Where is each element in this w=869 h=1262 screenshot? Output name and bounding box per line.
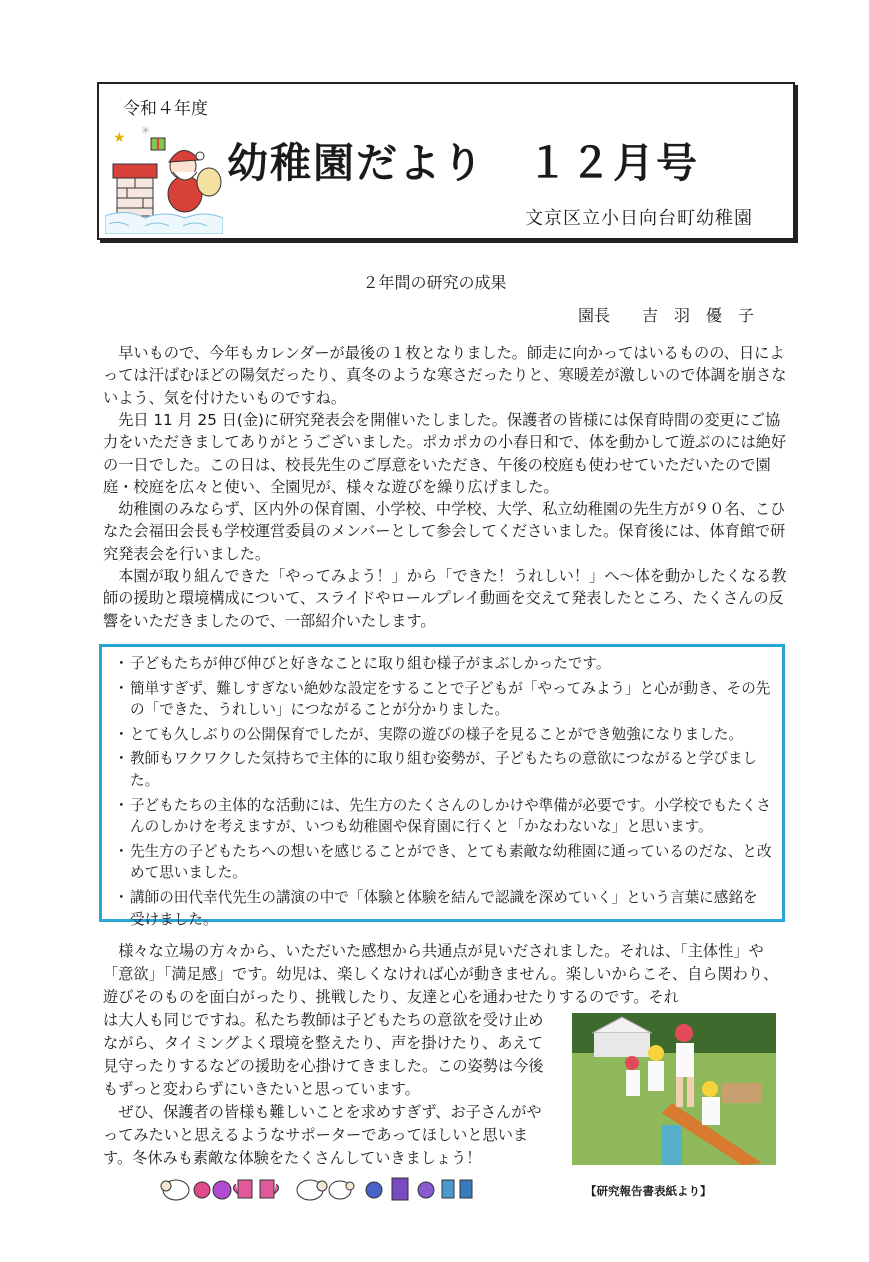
mitten-icon: [260, 1180, 279, 1198]
article-title: ２年間の研究の成果: [362, 273, 507, 292]
children-playing-photo: [572, 1013, 776, 1165]
mitten-icon: [442, 1180, 454, 1198]
photo-image: [572, 1013, 776, 1165]
title-text: 幼稚園だより: [227, 139, 485, 187]
feedback-item: ・ 講師の田代幸代先生の講演の中で「体験と体験を結んで認識を深めていく」という言葉に感銘を受けました。: [114, 887, 772, 930]
issue-label: １２月号: [527, 139, 699, 187]
yarn-ball-icon: [366, 1182, 382, 1198]
yarn-ball-icon: [213, 1181, 231, 1199]
sheep-icon: [329, 1181, 354, 1199]
sheep-icon: [297, 1180, 327, 1200]
mitten-icon: [233, 1180, 252, 1198]
feedback-item: ・ 先生方の子どもたちへの想いを感じることができ、とても素敵な幼稚園に通っているのだな、と改めて思いました。: [114, 841, 772, 884]
mitten-icon: [392, 1178, 408, 1200]
photo-caption: 【研究報告書表紙より】: [585, 1184, 712, 1198]
article-author: 園長 吉 羽 優 子: [578, 306, 755, 325]
yarn-ball-icon: [194, 1182, 210, 1198]
feedback-item: ・ とても久しぶりの公開保育でしたが、実際の遊びの様子を見ることができ勉強になりました。: [114, 724, 772, 746]
star-icon: ★: [113, 130, 126, 146]
closing-text-2: ぜひ、保護者の皆様も難しいことを求めすぎず、お子さんがやってみたいと思えるようなサポーターであってほしいと思います。冬休みも素敵な体験をたくさんしていきましょう！: [103, 1103, 542, 1167]
closing-paragraph-narrow: [103, 1009, 555, 1170]
closing-text-1: は大人も同じですね。私たち教師は子どもたちの意欲を受け止めながら、タイミングよく環境を整えたり、声を掛けたり、あえて見守ったりするなどの援助を心掛けてきました。この姿勢は今後もずっと変わらずにいきたいと思っています。: [103, 1011, 544, 1098]
feedback-item: ・ 簡単すぎず、難しすぎない絶妙な設定をすることで子どもが「やってみよう」と心が動き、その先の「できた、うれしい」につながることが分かりました。: [114, 678, 772, 721]
paragraph-visitors: 幼稚園のみならず、区内外の保育園、小学校、中学校、大学、私立幼稚園の先生方が９０名、こひなた会福田会長も学校運営委員のメンバーとして参会してくださいました。保育後には、体育館で研究発表会を行いました。: [103, 500, 786, 563]
feedback-item: ・ 子どもたちが伸び伸びと好きなことに取り組む様子がまぶしかったです。: [114, 653, 772, 675]
santa-chimney-illustration: [105, 122, 223, 234]
feedback-box: [99, 644, 785, 928]
svg-text:✳: ✳: [141, 124, 151, 137]
sheep-mittens-decoration: [160, 1170, 480, 1206]
newsletter-title: [227, 130, 699, 189]
paragraph-intro: 早いもので、今年もカレンダーが最後の１枚となりました。師走に向かってはいるものの、日によっては汗ばむほどの陽気だったり、真冬のような寒さだったりと、寒暖差が激しいので体調を崩さないよう、気を付けたいものですね。: [103, 344, 787, 407]
newsletter-header: [97, 82, 795, 240]
feedback-item: ・ 子どもたちの主体的な活動には、先生方のたくさんのしかけや準備が必要です。小学校でもたくさんのしかけを考えますが、いつも幼稚園や保育園に行くと「かなわないな」と思います。: [114, 795, 772, 838]
school-name: 文京区立小日向台町幼稚園: [525, 208, 753, 229]
feedback-list: [114, 653, 772, 930]
sheep-icon: [161, 1180, 189, 1200]
paragraph-presentation: 本園が取り組んできた「やってみよう！」から「できた！うれしい！」へ～体を動かしたくなる教師の援助と環境構成について、スライドやロールプレイ動画を交えて発表したところ、たくさんの反響をいただきましたので、一部紹介いたします。: [103, 567, 787, 630]
paragraph-event: 先日 11 月 25 日(金)に研究発表会を開催いたしました。保護者の皆様には保育時間の変更にご協力をいただきましてありがとうございました。ポカポカの小春日和で、体を動かして遊ぶのには絶好の一日でした。この日は、校長先生のご厚意をいただき、午後の校庭も使わせていただいたので園庭・校庭を広々と使い、全園児が、様々な遊びを繰り広げました。: [103, 411, 787, 497]
fiscal-year-label: 令和４年度: [123, 99, 208, 119]
mitten-icon: [460, 1180, 472, 1198]
feedback-item: ・ 教師もワクワクした気持ちで主体的に取り組む姿勢が、子どもたちの意欲につながると学びました。: [114, 748, 772, 791]
closing-paragraph-wide: 様々な立場の方々から、いただいた感想から共通点が見いだされました。それは、「主体性」や「意欲」「満足感」です。幼児は、楽しくなければ心が動きません。楽しいからこそ、自ら関わり、遊びそのものを面白がったり、挑戦したり、友達と心を通わせたりするのです。それ: [103, 942, 779, 1006]
yarn-ball-icon: [418, 1182, 434, 1198]
